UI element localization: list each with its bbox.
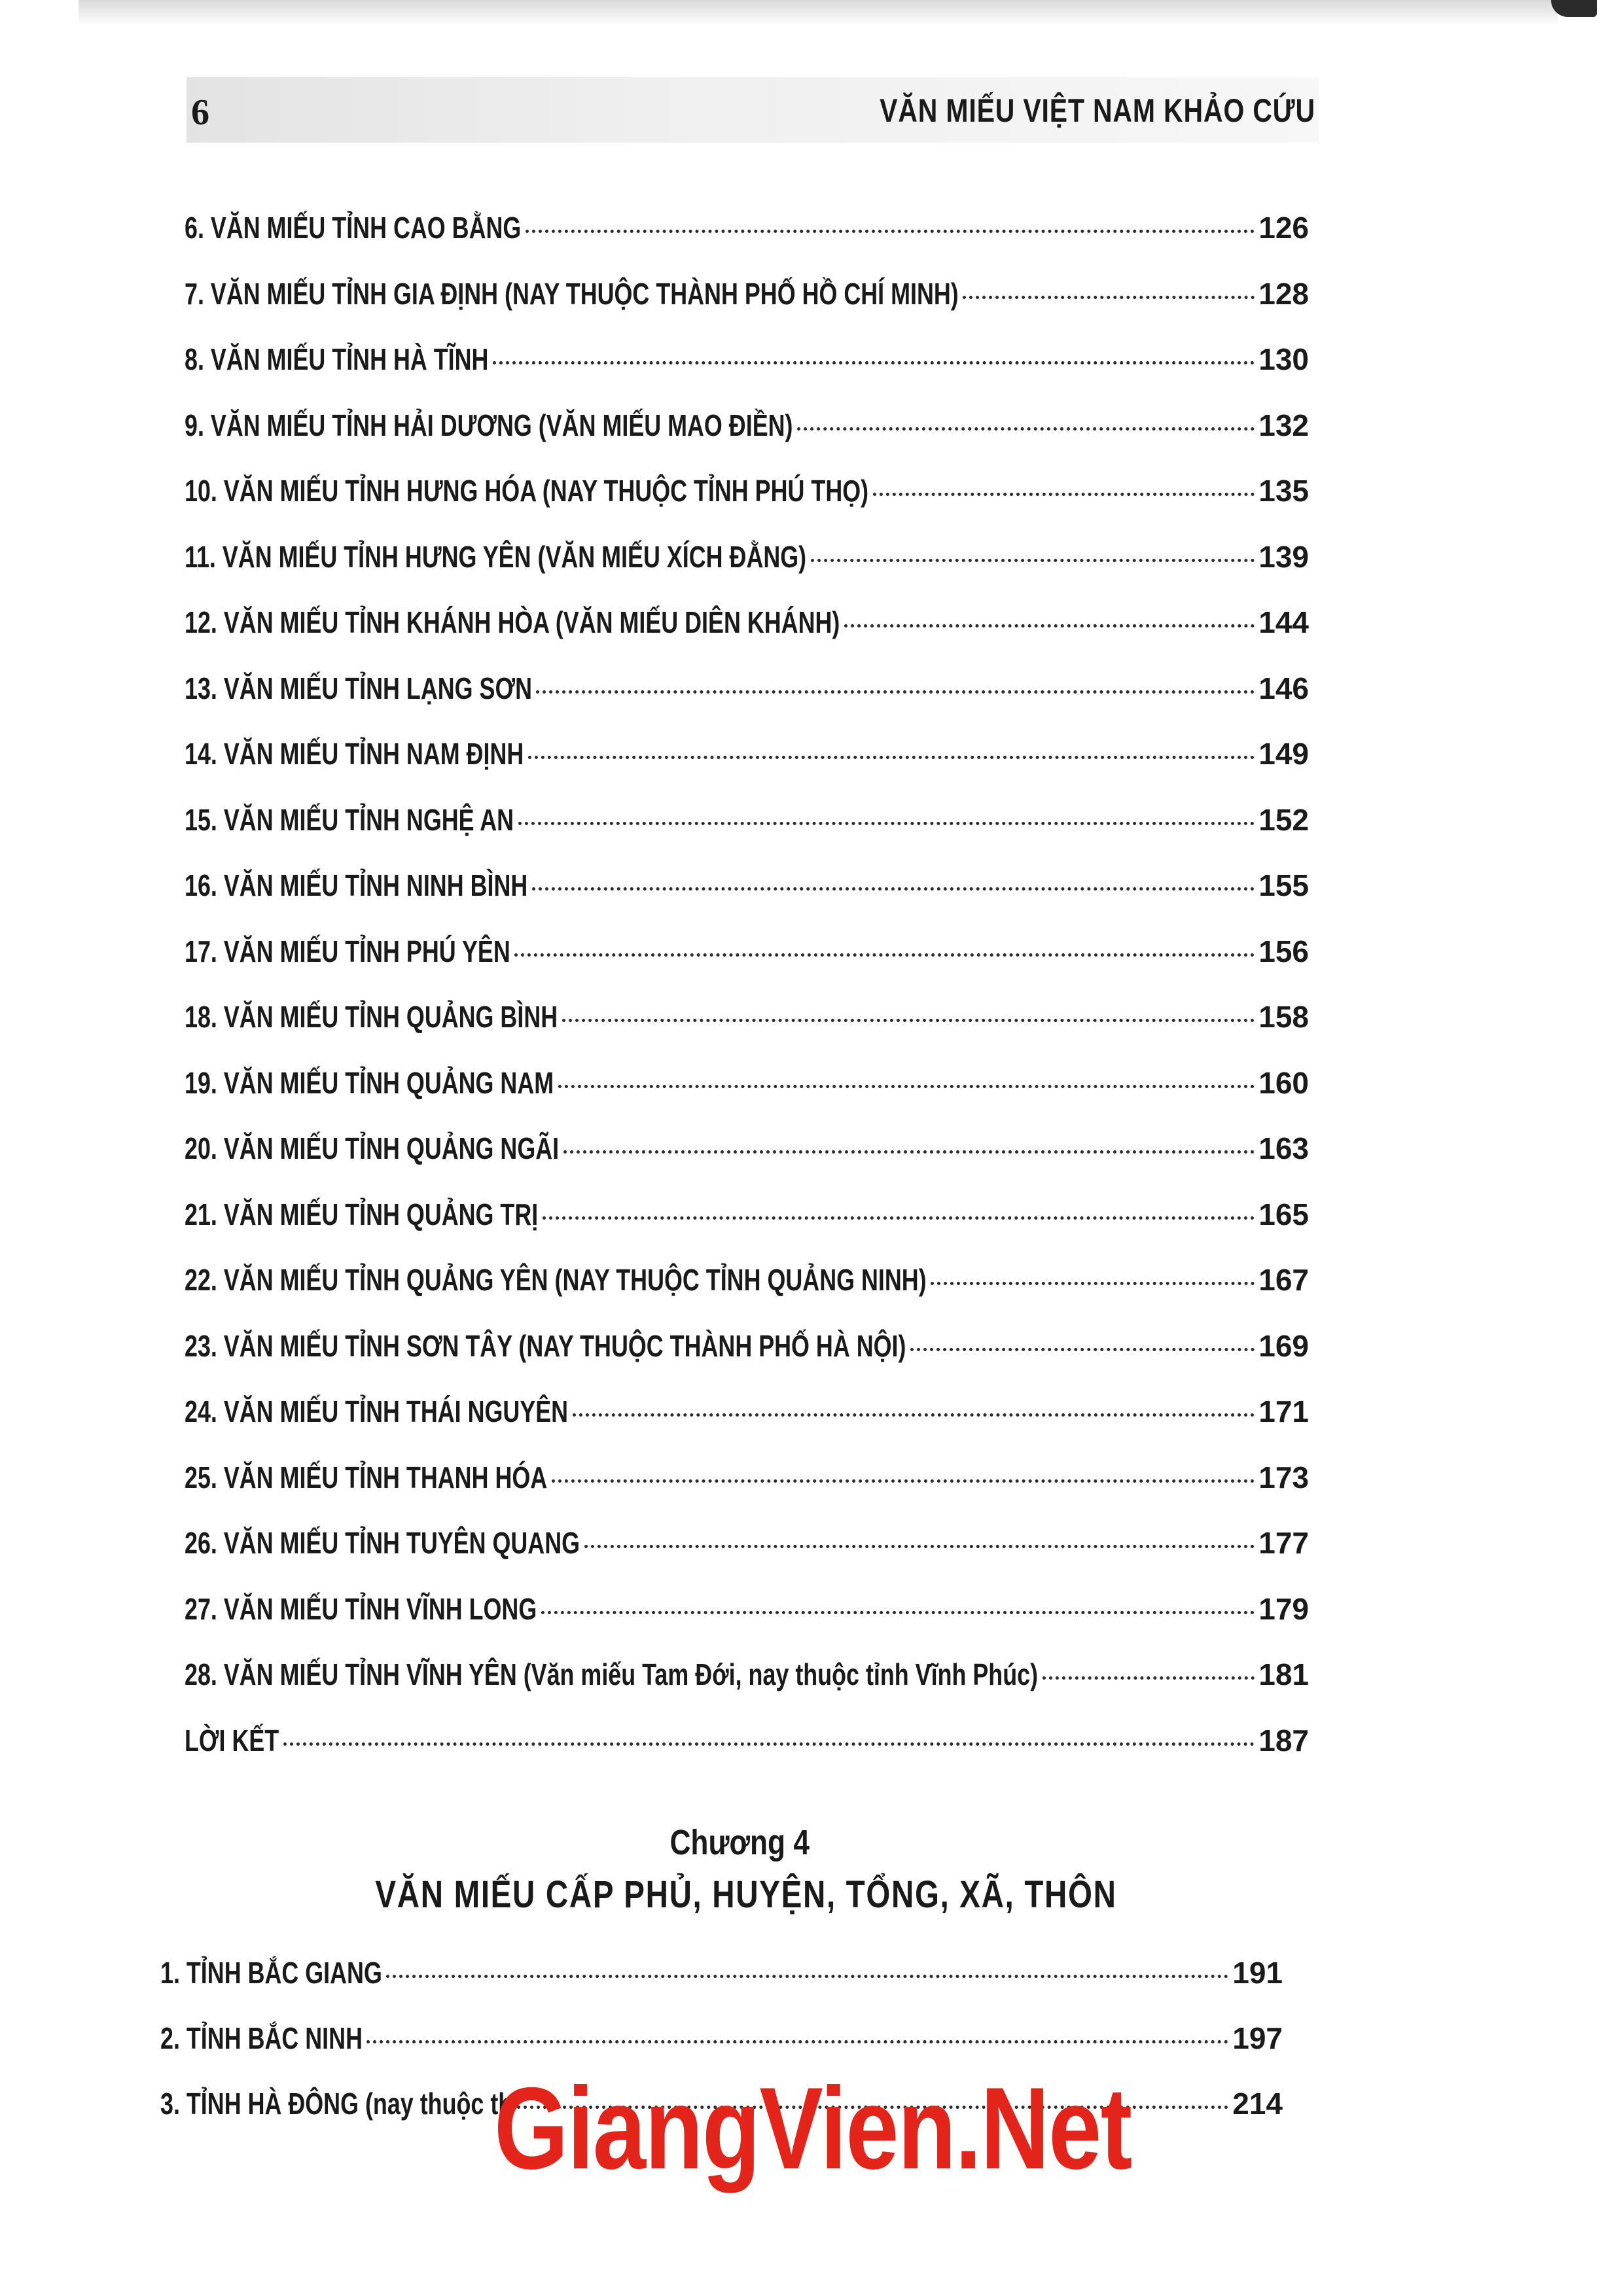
toc-entry-title: 24. VĂN MIẾU TỈNH THÁI NGUYÊN <box>185 1394 569 1428</box>
toc-entry-title: 3. TỈNH HÀ ĐÔNG (nay thuộc th <box>160 2087 513 2121</box>
running-title: VĂN MIẾU VIỆT NAM KHẢO CỨU <box>880 92 1315 129</box>
toc-entry <box>185 406 1309 445</box>
dot-leader <box>873 493 1255 496</box>
toc-entry-page: 135 <box>1258 474 1309 508</box>
dot-leader <box>283 1742 1255 1746</box>
toc-entry-page: 130 <box>1258 342 1309 376</box>
toc-entry-title: 18. VĂN MIẾU TỈNH QUẢNG BÌNH <box>185 1000 558 1034</box>
dot-leader <box>563 1150 1255 1154</box>
toc-entry-page: 197 <box>1232 2021 1283 2055</box>
toc-entry-title: LỜI KẾT <box>185 1723 279 1757</box>
toc-entry-title: 27. VĂN MIẾU TỈNH VĨNH LONG <box>185 1591 537 1626</box>
toc-entry-page: 152 <box>1258 802 1309 837</box>
dot-leader <box>543 1216 1255 1220</box>
toc-entry-title: 19. VĂN MIẾU TỈNH QUẢNG NAM <box>185 1065 554 1100</box>
dot-leader <box>532 887 1255 891</box>
scan-top-edge <box>79 0 1558 26</box>
toc-entry-title: 16. VĂN MIẾU TỈNH NINH BÌNH <box>185 868 528 902</box>
toc-entry-title: 20. VĂN MIẾU TỈNH QUẢNG NGÃI <box>185 1131 560 1165</box>
toc-entry-page: 155 <box>1258 868 1309 902</box>
toc-entry-title: 14. VĂN MIẾU TỈNH NAM ĐỊNH <box>185 737 524 771</box>
toc-entry-title: 11. VĂN MIẾU TỈNH HƯNG YÊN (VĂN MIẾU XÍCH ĐẰNG) <box>185 539 807 574</box>
toc-entry-title: 17. VĂN MIẾU TỈNH PHÚ YÊN <box>185 934 510 968</box>
toc-entry-title: 1. TỈNH BẮC GIANG <box>160 1956 382 1990</box>
toc-entry-page: 132 <box>1258 408 1309 442</box>
toc-entry-page: 128 <box>1258 276 1309 311</box>
toc-entry <box>185 1195 1309 1234</box>
dot-leader <box>562 1019 1255 1022</box>
toc-entry <box>160 1953 1283 1992</box>
dot-leader <box>386 1975 1228 1978</box>
toc-entry <box>185 1721 1309 1760</box>
toc-entry-title: 21. VĂN MIẾU TỈNH QUẢNG TRỊ <box>185 1197 539 1231</box>
dot-leader <box>910 1348 1255 1351</box>
dot-leader <box>797 427 1255 431</box>
toc-entry <box>185 669 1309 708</box>
toc-entry-title: 22. VĂN MIẾU TỈNH QUẢNG YÊN (NAY THUỘC TỈNH QUẢNG NINH) <box>185 1263 927 1297</box>
dot-leader <box>493 361 1255 364</box>
chapter-title: VĂN MIẾU CẤP PHỦ, HUYỆN, TỔNG, XÃ, THÔN <box>375 1873 1117 1916</box>
scan-corner-mark <box>1551 0 1597 17</box>
dot-leader <box>1043 1676 1255 1680</box>
chapter-label: Chương 4 <box>669 1823 810 1862</box>
dot-leader <box>526 230 1255 233</box>
toc-entry-page: 171 <box>1258 1394 1309 1428</box>
toc-entry-page: 158 <box>1258 1000 1309 1034</box>
dot-leader <box>584 1545 1255 1548</box>
toc-entry-page: 160 <box>1258 1065 1309 1100</box>
toc-entry-title: 26. VĂN MIẾU TỈNH TUYÊN QUANG <box>185 1526 580 1560</box>
toc-entry-title: 2. TỈNH BẮC NINH <box>160 2021 363 2055</box>
toc-entry-title: 12. VĂN MIẾU TỈNH KHÁNH HÒA (VĂN MIẾU DIÊN KHÁNH) <box>185 605 840 639</box>
toc-entry-title: 9. VĂN MIẾU TỈNH HẢI DƯƠNG (VĂN MIẾU MAO ĐIỀN) <box>185 408 793 442</box>
toc-entry <box>185 932 1309 971</box>
dot-leader <box>963 296 1255 299</box>
toc-entry-page: 187 <box>1258 1723 1309 1757</box>
page-number: 6 <box>191 92 209 133</box>
dot-leader <box>811 559 1255 562</box>
toc-entry <box>185 1392 1309 1431</box>
toc-entry <box>185 866 1309 905</box>
dot-leader <box>528 756 1255 759</box>
toc-entry <box>185 1458 1309 1497</box>
dot-leader <box>366 2040 1228 2043</box>
dot-leader <box>536 690 1255 694</box>
toc-entry-title: 13. VĂN MIẾU TỈNH LẠNG SƠN <box>185 671 532 705</box>
toc-entry-title: 28. VĂN MIẾU TỈNH VĨNH YÊN (Văn miếu Tam Đới, nay thuộc tỉnh Vĩnh Phúc) <box>185 1657 1039 1691</box>
watermark: GiangVien.Net <box>494 2063 1132 2193</box>
toc-entry <box>185 1260 1309 1299</box>
toc-entry-page: 167 <box>1258 1263 1309 1297</box>
toc-entry-title: 7. VĂN MIẾU TỈNH GIA ĐỊNH (NAY THUỘC THÀNH PHỐ HỒ CHÍ MINH) <box>185 276 959 311</box>
toc-entry <box>185 208 1309 247</box>
toc-entry-page: 214 <box>1232 2087 1283 2121</box>
toc-entry-page: 156 <box>1258 934 1309 968</box>
toc-entry-page: 146 <box>1258 671 1309 705</box>
toc-entry-page: 179 <box>1258 1591 1309 1626</box>
toc-entry <box>185 537 1309 576</box>
toc-entry-title: 10. VĂN MIẾU TỈNH HƯNG HÓA (NAY THUỘC TỈNH PHÚ THỌ) <box>185 474 869 508</box>
toc-entry-title: 23. VĂN MIẾU TỈNH SƠN TÂY (NAY THUỘC THÀNH PHỐ HÀ NỘI) <box>185 1328 906 1363</box>
toc-entry <box>185 1589 1309 1629</box>
toc-entry-page: 169 <box>1258 1328 1309 1363</box>
toc-entry-title: 8. VĂN MIẾU TỈNH HÀ TĨNH <box>185 342 489 376</box>
toc-entry-page: 165 <box>1258 1197 1309 1231</box>
toc-entry-page: 149 <box>1258 737 1309 771</box>
dot-leader <box>552 1479 1255 1483</box>
dot-leader <box>844 624 1255 627</box>
toc-entry-page: 177 <box>1258 1526 1309 1560</box>
toc-entry <box>160 2019 1283 2058</box>
toc-entry <box>185 997 1309 1036</box>
toc-entry <box>185 734 1309 773</box>
toc-entry-title: 25. VĂN MIẾU TỈNH THANH HÓA <box>185 1460 548 1494</box>
toc-entry <box>185 1063 1309 1103</box>
toc-entry <box>185 274 1309 313</box>
toc-entry-page: 163 <box>1258 1131 1309 1165</box>
toc-entry <box>185 800 1309 839</box>
dot-leader <box>931 1282 1255 1285</box>
dot-leader <box>558 1085 1255 1088</box>
toc-entry-page: 144 <box>1258 605 1309 639</box>
toc-entry <box>185 471 1309 510</box>
dot-leader <box>514 953 1255 957</box>
toc-entry <box>185 340 1309 379</box>
toc-entry-title: 15. VĂN MIẾU TỈNH NGHỆ AN <box>185 802 514 837</box>
toc-entry <box>185 1523 1309 1563</box>
toc-entry <box>185 603 1309 642</box>
toc-entry-page: 126 <box>1258 211 1309 245</box>
dot-leader <box>518 822 1255 825</box>
toc-entry <box>185 1129 1309 1168</box>
toc-entry-page: 173 <box>1258 1460 1309 1494</box>
toc-entry <box>185 1326 1309 1366</box>
dot-leader <box>541 1611 1255 1614</box>
toc-entry-title: 6. VĂN MIẾU TỈNH CAO BẰNG <box>185 211 522 245</box>
toc-entry-page: 181 <box>1258 1657 1309 1691</box>
toc-entry-page: 191 <box>1232 1956 1283 1990</box>
toc-entry <box>185 1655 1309 1694</box>
dot-leader <box>573 1413 1255 1417</box>
toc-entry-page: 139 <box>1258 539 1309 574</box>
